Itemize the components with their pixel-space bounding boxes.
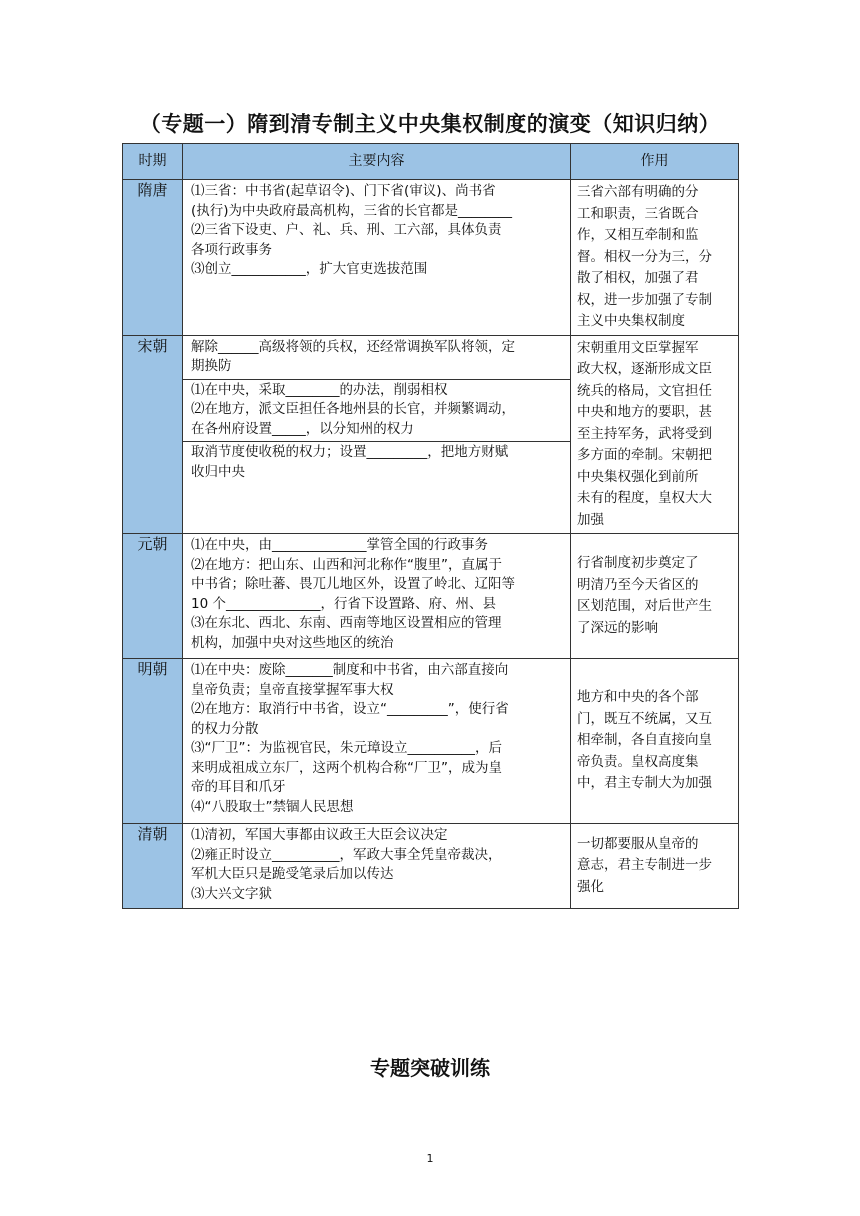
content-cell	[183, 180, 571, 336]
content-line: 中书省；除吐蕃、畏兀儿地区外，设置了岭北、辽阳等	[191, 576, 515, 592]
effect-line: 工和职责，三省既合	[577, 205, 699, 222]
content-line: ⑷“八股取士”禁锢人民思想	[191, 798, 354, 815]
content-line: ⑶“厂卫”：为监视官民，朱元璋设立__________，后	[191, 740, 502, 756]
table-header-row	[123, 144, 739, 180]
period-cell: 清朝	[123, 824, 183, 909]
effect-line: 明清乃至今天省区的	[577, 576, 699, 593]
content-line: ⑴在中央：废除_______制度和中书省，由六部直接向	[191, 662, 509, 678]
table-row	[123, 180, 739, 336]
effect-line: 三省六部有明确的分	[577, 184, 699, 200]
effect-line: 政大权，逐渐形成文臣	[577, 361, 712, 377]
effect-line: 帝负责。皇权高度集	[577, 753, 699, 770]
content-line: 的权力分散	[191, 720, 259, 737]
effect-line: 加强	[577, 511, 604, 528]
effect-line: 散了相权，加强了君	[577, 270, 699, 286]
effect-line: 中，君主专制大为加强	[577, 775, 712, 792]
content-line: 解除______高级将领的兵权，还经常调换军队将领，定	[191, 338, 515, 355]
effect-cell	[571, 824, 739, 909]
content-line: ⑶创立___________，扩大官吏选拔范围	[191, 261, 428, 277]
content-line: ⑶在东北、西北、东南、西南等地区设置相应的管理	[191, 615, 502, 631]
knowledge-table	[122, 143, 739, 909]
section-heading: 专题突破训练	[370, 1056, 490, 1080]
content-line: ⑴清初，军国大事都由议政王大臣会议决定	[191, 827, 448, 843]
period-cell: 元朝	[123, 534, 183, 659]
content-cell	[183, 335, 571, 534]
effect-line: 相牵制，各自直接向皇	[577, 732, 712, 749]
content-line: 在各州府设置_____，以分知州的权力	[191, 420, 414, 437]
effect-line: 权，进一步加强了专制	[577, 291, 712, 308]
period-cell: 隋唐	[123, 180, 183, 336]
content-line: (执行)为中央政府最高机构，三省的长官都是________	[191, 202, 513, 219]
effect-cell	[571, 659, 739, 824]
effect-line: 中央和地方的要职，甚	[577, 404, 712, 420]
header-content: 主要内容	[183, 144, 571, 180]
content-line: ⑵在地方，派文臣担任各地州县的长官，并频繁调动，	[191, 401, 515, 417]
effect-line: 地方和中央的各个部	[577, 689, 699, 706]
table-row	[123, 534, 739, 659]
effect-cell	[571, 335, 739, 534]
effect-cell	[571, 180, 739, 336]
content-line: ⑵在地方：取消行中书省，设立“_________”，使行省	[191, 701, 509, 717]
content-line: 期换防	[191, 358, 232, 374]
content-line: 各项行政事务	[191, 241, 272, 258]
effect-line: 多方面的牵制。宋朝把	[577, 447, 712, 463]
content-cell	[183, 824, 571, 909]
content-line: 10 个______________，行省下设置路、府、州、县	[191, 595, 496, 612]
content-block	[191, 825, 564, 906]
effect-line: 行省制度初步奠定了	[577, 555, 699, 571]
effect-line: 了深远的影响	[577, 619, 658, 636]
content-block	[191, 535, 564, 655]
effect-line: 一切都要服从皇帝的	[577, 835, 699, 852]
content-line: 帝的耳目和爪牙	[191, 779, 286, 795]
table-row	[123, 659, 739, 824]
effect-line: 强化	[577, 878, 604, 895]
period-cell: 宋朝	[123, 335, 183, 534]
content-block	[183, 379, 570, 442]
content-line: ⑶大兴文字狱	[191, 885, 272, 902]
table-row	[123, 335, 739, 534]
header-period: 时期	[123, 144, 183, 180]
content-cell	[183, 659, 571, 824]
effect-line: 至主持军务，武将受到	[577, 425, 712, 442]
content-line: ⑵三省下设吏、户、礼、兵、刑、工六部，具体负责	[191, 222, 502, 238]
document-title: （专题一）隋到清专制主义中央集权制度的演变（知识归纳）	[139, 112, 721, 136]
effect-line: 作，又相互牵制和监	[577, 227, 699, 243]
content-line: 收归中央	[191, 463, 245, 480]
content-line: 军机大臣只是跪受笔录后加以传达	[191, 866, 394, 882]
content-block	[191, 660, 564, 819]
page-number: 1	[426, 1152, 434, 1165]
content-line: 皇帝负责；皇帝直接掌握军事大权	[191, 681, 394, 698]
period-cell: 明朝	[123, 659, 183, 824]
effect-line: 区划范围，对后世产生	[577, 598, 712, 614]
content-block	[191, 181, 564, 282]
effect-cell	[571, 534, 739, 659]
effect-line: 宋朝重用文臣掌握军	[577, 339, 699, 356]
content-line: ⑵在地方：把山东、山西和河北称作“腹里”，直属于	[191, 556, 502, 573]
content-line: ⑴在中央，由______________掌管全国的行政事务	[191, 537, 488, 553]
content-block	[191, 337, 564, 379]
effect-line: 统兵的格局，文官担任	[577, 382, 712, 399]
content-line: ⑵雍正时设立__________，军政大事全凭皇帝裁决，	[191, 846, 502, 863]
content-line: ⑴三省：中书省(起草诏令)、门下省(审议)、尚书省	[191, 183, 496, 199]
content-line: 机构，加强中央对这些地区的统治	[191, 634, 394, 651]
effect-line: 门，既互不统属，又互	[577, 710, 712, 727]
effect-line: 主义中央集权制度	[577, 313, 685, 329]
content-cell	[183, 534, 571, 659]
header-effect: 作用	[571, 144, 739, 180]
content-block	[183, 441, 570, 484]
effect-line: 督。相权一分为三，分	[577, 248, 712, 265]
effect-line: 意志，君主专制进一步	[577, 857, 712, 874]
content-line: ⑴在中央，采取________的办法，削弱相权	[191, 381, 448, 398]
table-row	[123, 824, 739, 909]
effect-line: 中央集权强化到前所	[577, 468, 699, 485]
content-line: 来明成祖成立东厂，这两个机构合称“厂卫”，成为皇	[191, 759, 502, 776]
content-line: 取消节度使收税的权力；设置_________，把地方财赋	[191, 444, 509, 460]
effect-line: 未有的程度，皇权大大	[577, 490, 712, 506]
